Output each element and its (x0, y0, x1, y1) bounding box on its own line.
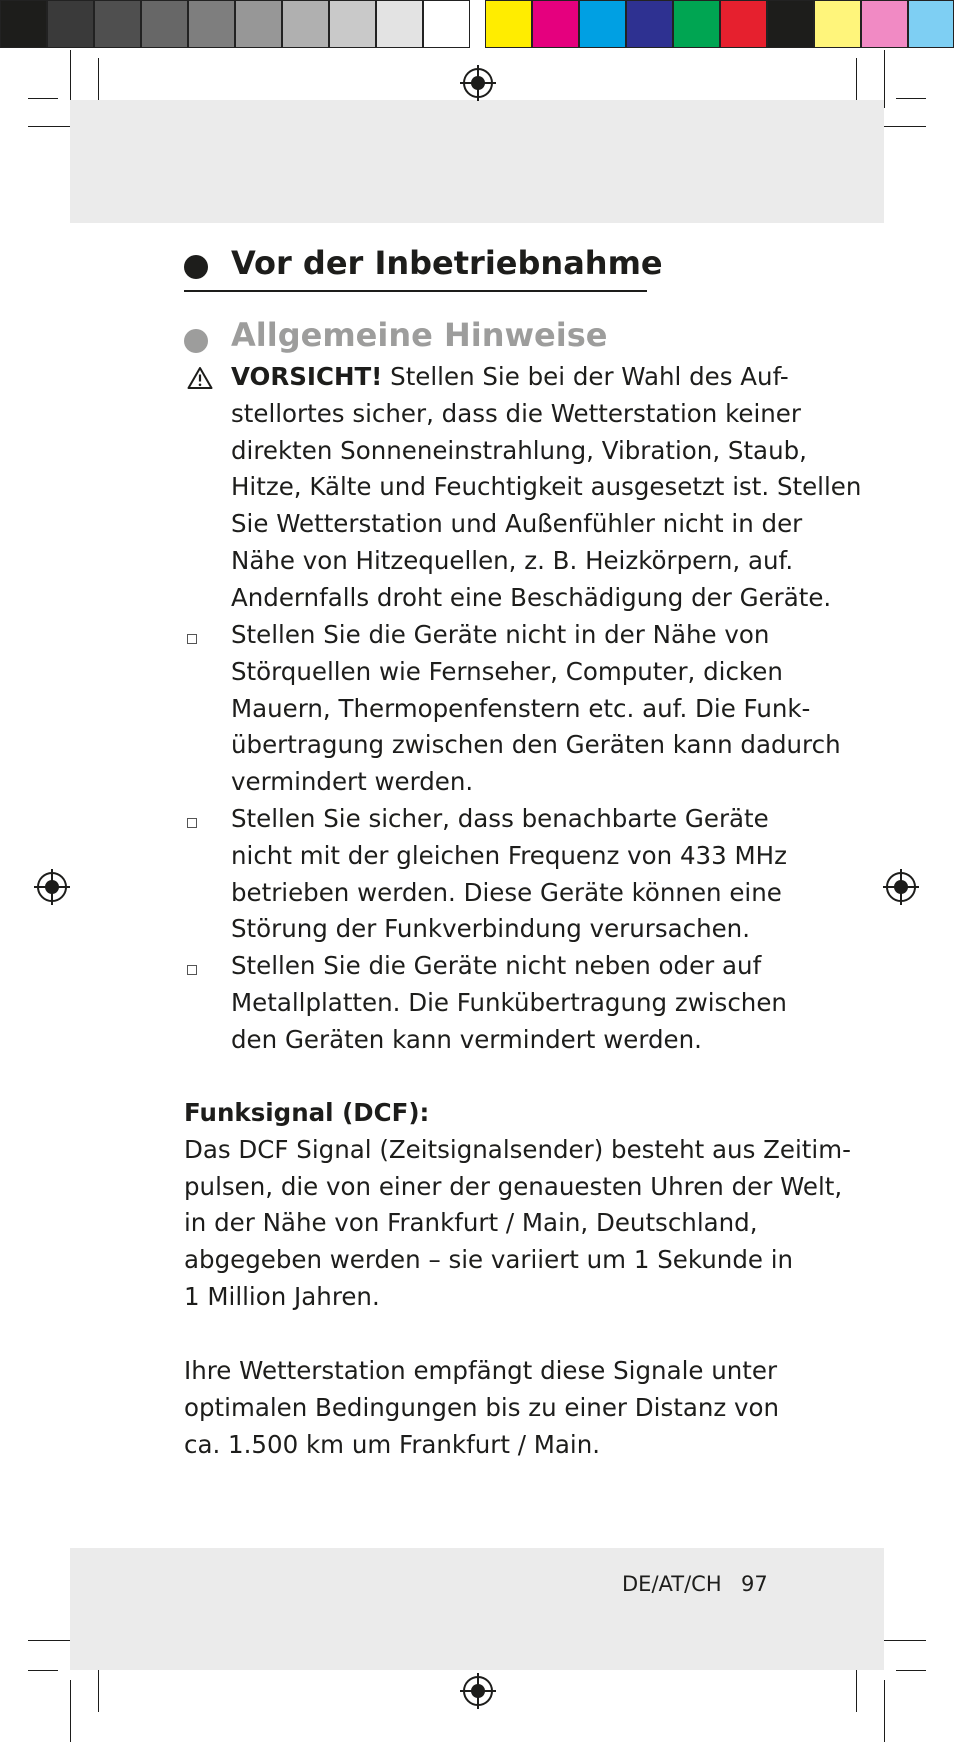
caution-line: Nähe von Hitzequellen, z. B. Heizkörpern, auf. (231, 545, 794, 575)
dcf-line: pulsen, die von einer der genauesten Uhren der Welt, (184, 1171, 843, 1201)
registration-mark-icon (33, 868, 71, 906)
crop-mark (896, 98, 926, 99)
registration-mark-icon (882, 868, 920, 906)
swatch (0, 0, 47, 48)
crop-mark (70, 1680, 71, 1742)
caution-line: stellortes sicher, dass die Wetterstation keiner (231, 398, 801, 428)
color-swatch-strip (0, 0, 954, 48)
dcf-section (184, 1095, 851, 1316)
list-item: Stellen Sie die Geräte nicht in der Nähe von Störquellen wie Fernseher, Computer, dicken Mauern, Thermopenfenstern etc. auf. Die Funk- übertragung zwischen den Geräten kann dadurch vermindert werden. (231, 620, 841, 797)
swatch (235, 0, 282, 48)
swatch (767, 0, 814, 48)
crop-mark (878, 126, 926, 127)
page-number: 97 (741, 1572, 768, 1596)
swatch (579, 0, 626, 48)
swatch (673, 0, 720, 48)
swatch (908, 0, 954, 48)
section-title: Allgemeine Hinweise (231, 316, 608, 354)
swatch (626, 0, 673, 48)
swatch (47, 0, 94, 48)
swatch (814, 0, 861, 48)
crop-mark (28, 126, 76, 127)
dcf-range-paragraph: Ihre Wetterstation empfängt diese Signale unter optimalen Bedingungen bis zu einer Distanz von ca. 1.500 km um Frankfurt / Main. (184, 1356, 780, 1459)
bullet-dot-icon (184, 255, 208, 279)
dcf-line: in der Nähe von Frankfurt / Main, Deutschland, (184, 1208, 758, 1238)
swatch (861, 0, 908, 48)
swatch (423, 0, 470, 48)
checkbox-square-icon (187, 818, 197, 828)
caution-line: Hitze, Kälte und Feuchtigkeit ausgesetzt ist. Stellen (231, 472, 862, 502)
footer-country: DE/AT/CH (622, 1572, 722, 1596)
swatch (720, 0, 767, 48)
dcf-line: 1 Million Jahren. (184, 1281, 380, 1311)
dcf-line: Das DCF Signal (Zeitsignalsender) besteht aus Zeitim- (184, 1134, 851, 1164)
section-dot-icon (184, 329, 208, 353)
swatch (282, 0, 329, 48)
list-item: Stellen Sie die Geräte nicht neben oder auf Metallplatten. Die Funkübertragung zwischen den Geräten kann vermindert werden. (231, 951, 787, 1054)
registration-mark-icon (459, 64, 497, 102)
caution-line: Sie Wetterstation und Außenfühler nicht in der (231, 509, 803, 539)
caution-label: VORSICHT! (231, 362, 383, 391)
swatch (329, 0, 376, 48)
checkbox-square-icon (187, 634, 197, 644)
dcf-line: abgegeben werden – sie variiert um 1 Sekunde in (184, 1245, 794, 1275)
header-band (70, 100, 884, 223)
warning-triangle-icon (187, 366, 213, 390)
crop-mark (878, 1640, 926, 1641)
dcf-title: Funksignal (DCF): (184, 1098, 430, 1127)
crop-mark (28, 98, 58, 99)
crop-mark (884, 1680, 885, 1742)
caution-line: direkten Sonneneinstrahlung, Vibration, Staub, (231, 435, 807, 465)
caution-paragraph (231, 359, 861, 617)
swatch (94, 0, 141, 48)
swatch (532, 0, 579, 48)
list-item: Stellen Sie sicher, dass benachbarte Geräte nicht mit der gleichen Frequenz von 433 MHz betrieben werden. Diese Geräte können eine Störung der Funkverbindung verursachen. (231, 804, 787, 944)
caution-line: Stellen Sie bei der Wahl des Auf- (382, 362, 789, 391)
footer-band (70, 1548, 884, 1670)
registration-mark-icon (459, 1672, 497, 1710)
crop-mark (28, 1670, 58, 1671)
checkbox-square-icon (187, 965, 197, 975)
swatch (376, 0, 423, 48)
heading-underline (184, 290, 647, 292)
swatch (141, 0, 188, 48)
swatch (188, 0, 235, 48)
crop-mark (28, 1640, 76, 1641)
crop-mark (896, 1670, 926, 1671)
caution-line: Andernfalls droht eine Beschädigung der Geräte. (231, 582, 832, 612)
swatch (485, 0, 532, 48)
chapter-title: Vor der Inbetriebnahme (231, 244, 663, 282)
crop-mark (884, 50, 885, 108)
